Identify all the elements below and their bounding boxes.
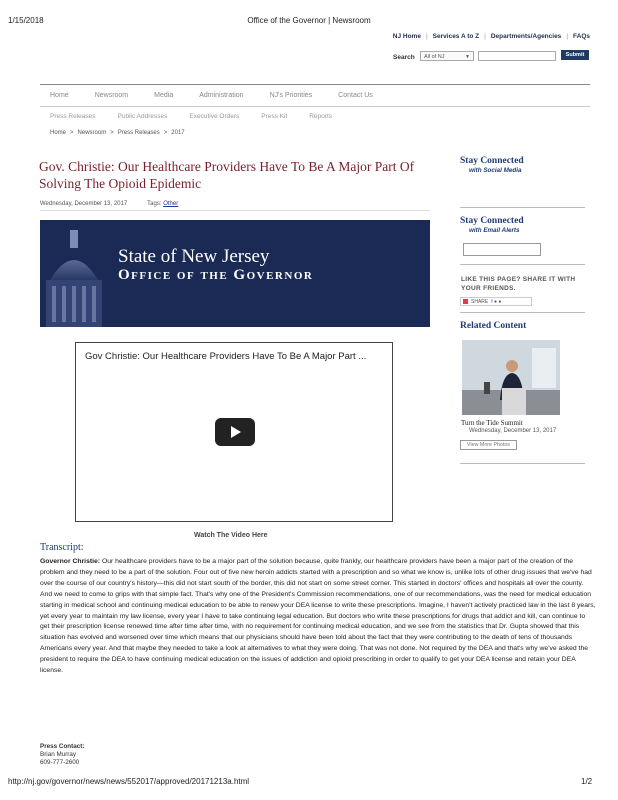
share-button[interactable] [460,297,532,306]
breadcrumb-home[interactable]: Home [50,130,67,136]
transcript-heading: Transcript: [40,542,84,553]
print-title: Office of the Governor | Newsroom [247,16,371,25]
video-player[interactable] [75,342,393,522]
transcript-text: Our healthcare providers have to be a major part of the solution because, quite frankly, our healthcare providers have been a major part of the creation of the problem and they need to be a part of the solution. Four out of five new heroin addicts started with a prescription and so what we know is, unlike lots of other drug issues that we've had over the course of our country's history—this did not start south of the border, this did not start on some street corner. This started in doctors' offices and hospitals all over the county. And we need to come to grips with that simple fact. That's why one of the President's Commission recommendations, one of our recommendations, was the need for medical education starting in medical school and continuing medical education to be able to renew your DEA license to write these prescriptions. Imagine, I haven't actively practiced law in the last 8 years, yet every year to maintain my law license, every year I have to take continuing legal education. But doctors who write these prescriptions for drugs that addict and kill, can continue to get their prescription license renewed time after time after time, with no requirement for continuing medical education, and we see from the statistics that Dr. Gupta showed that this situation has evolved and worsened over time which means that our physicians should have been told about the fact that they were contributing to the death of tens of thousands Americans every year. And that maybe they needed to take a look at alternatives to what they were doing. That was not done. Not required by the DEA and that's why we've asked the president to require the DEA to have continuing medical education on the issues of addiction and opioid prescribing in order to qualify to get your DEA license and retain your DEA license. [40,558,596,675]
view-more-photos-button[interactable]: View More Photos [460,440,517,450]
breadcrumb-press-releases[interactable]: Press Releases [117,130,160,136]
banner-line-2: Office of the Governor [118,267,314,283]
email-field[interactable] [463,243,541,256]
related-heading: Related Content [460,321,527,331]
related-caption[interactable]: Turn the Tide Summit [461,419,523,427]
print-page-number: 1/2 [581,777,593,786]
related-date: Wednesday, December 13, 2017 [469,428,557,434]
watch-video-label[interactable]: Watch The Video Here [194,532,268,539]
main-nav [50,92,399,99]
page-title: Gov. Christie: Our Healthcare Providers Have To Be A Major Part Of Solving The Opioid Epidemic [39,159,415,191]
share-icon [463,299,468,304]
article-tags [147,201,178,207]
subnav-executive-orders[interactable]: Executive Orders [189,113,240,120]
search-scope-select[interactable] [420,51,474,61]
breadcrumb-separator: > [110,130,114,136]
search-label: Search [393,54,415,61]
nav-home[interactable]: Home [50,92,69,99]
sidebar-divider [460,207,585,208]
sidebar-divider [460,264,585,265]
print-url: http://nj.gov/governor/news/news/552017/approved/20171213a.html [8,777,250,786]
press-contact-phone: 609-777-2600 [40,759,80,766]
top-link-departments[interactable]: Departments/Agencies [490,33,562,40]
breadcrumb-separator: > [163,130,168,136]
sub-nav [50,113,354,120]
nav-bottom-divider [40,106,590,107]
share-label: SHARE [471,298,489,305]
top-link-nj-home[interactable]: NJ Home [392,33,421,40]
breadcrumb [50,130,185,136]
related-photo-image [462,340,560,415]
share-prompt: LIKE THIS PAGE? SHARE IT WITH YOUR FRIENDS. [461,276,576,292]
transcript-body [40,557,596,677]
tag-link[interactable]: Other [163,201,179,207]
nav-newsroom[interactable]: Newsroom [94,92,129,99]
nav-administration[interactable]: Administration [199,92,244,99]
subnav-public-addresses[interactable]: Public Addresses [117,113,168,120]
governor-banner [40,220,430,327]
tags-label: Tags: [147,201,162,207]
search-input[interactable] [478,51,556,61]
print-date: 1/15/2018 [8,16,44,25]
sidebar-divider [460,463,585,464]
related-photo[interactable] [462,340,560,415]
nav-top-divider [40,84,590,85]
sidebar-divider [460,312,585,313]
nav-priorities[interactable]: NJ's Priorities [269,92,313,99]
video-title: Gov Christie: Our Healthcare Providers Have To Be A Major Part ... [85,351,367,362]
breadcrumb-separator: > [70,130,74,136]
press-contact-label: Press Contact: [40,743,85,750]
breadcrumb-newsroom[interactable]: Newsroom [77,130,107,136]
press-contact [40,743,84,767]
social-icons: f ● ● [491,298,502,305]
transcript-speaker: Governor Christie: [40,558,101,565]
search-submit-button[interactable]: Submit [561,50,589,60]
email-heading: Stay Connected [460,216,524,226]
top-link-faqs[interactable]: FAQs [573,33,590,40]
article-meta [40,201,178,207]
play-icon[interactable] [215,418,255,446]
email-subheading[interactable]: with Email Alerts [469,227,520,234]
meta-divider [40,210,430,211]
subnav-press-kit[interactable]: Press Kit [261,113,288,120]
banner-line-1: State of New Jersey [118,246,270,267]
top-link-services[interactable]: Services A to Z [432,33,480,40]
press-contact-name: Brian Murray [40,751,77,758]
breadcrumb-year[interactable]: 2017 [171,130,185,136]
social-subheading[interactable]: with Social Media [469,167,522,174]
nav-media[interactable]: Media [154,92,174,99]
social-heading: Stay Connected [460,156,524,166]
nav-contact[interactable]: Contact Us [338,92,373,99]
subnav-reports[interactable]: Reports [309,113,333,120]
chevron-down-icon: ▼ [465,54,470,60]
subnav-press-releases[interactable]: Press Releases [50,113,96,120]
article-date: Wednesday, December 13, 2017 [40,201,128,207]
top-links: NJ Home | Services A to Z | Departments/Agencies | FAQs [392,33,590,40]
search-scope-value: All of NJ [424,54,445,60]
